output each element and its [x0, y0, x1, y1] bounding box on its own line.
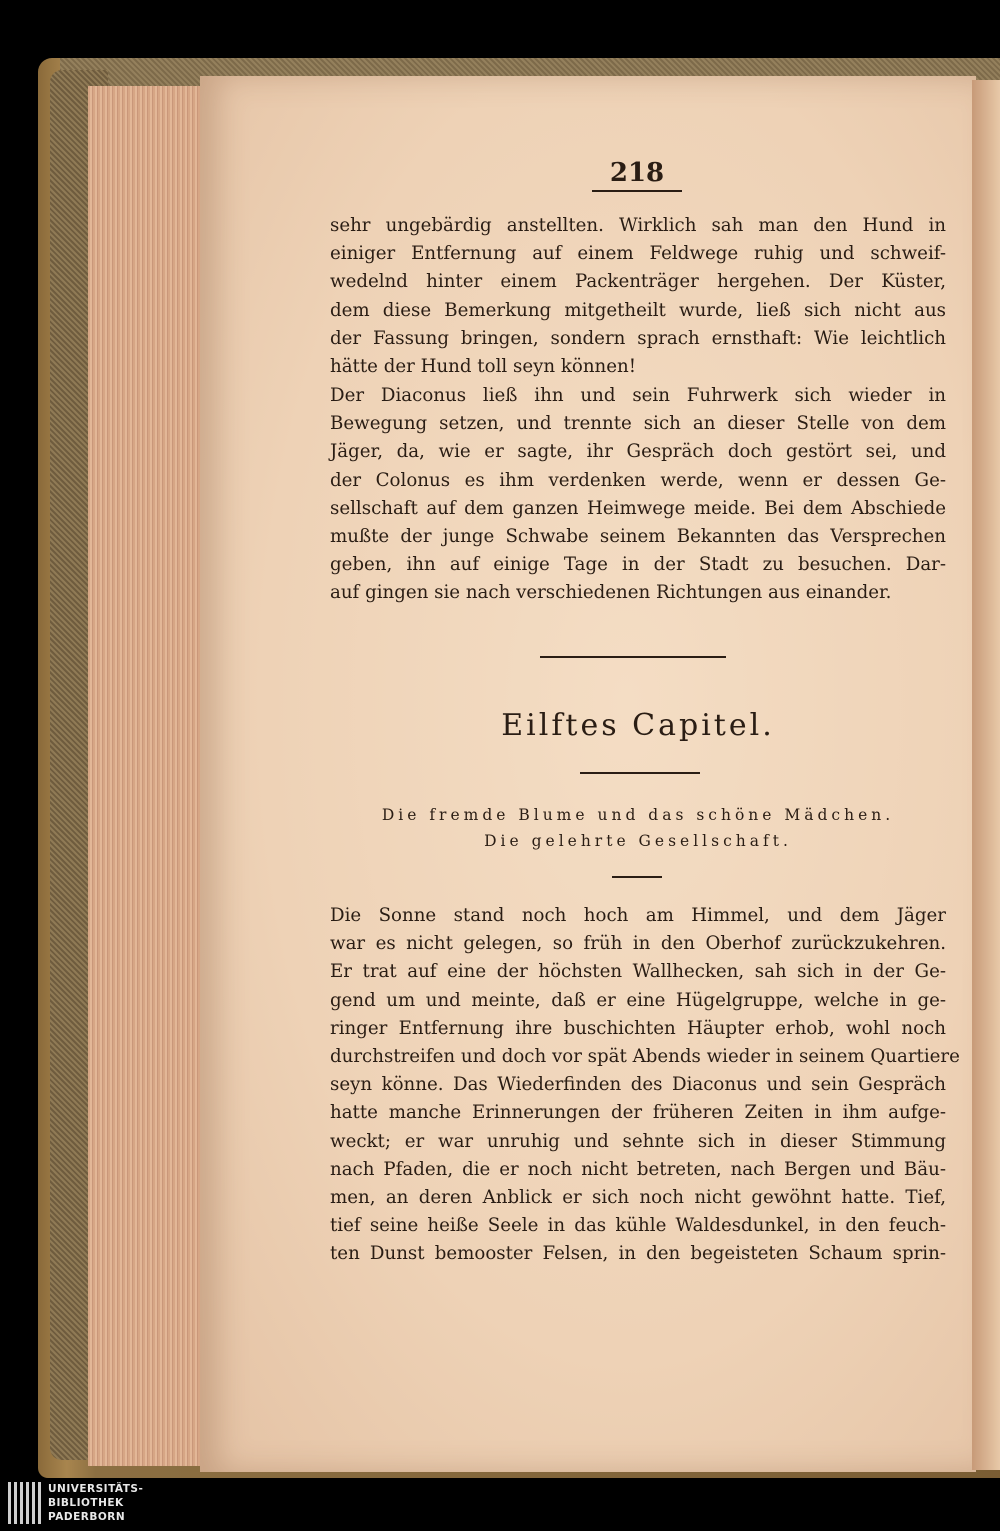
text-line: geben, ihn auf einige Tage in der Stadt zu besuchen. Dar- — [330, 554, 946, 576]
page-number: 218 — [592, 158, 682, 192]
text-line: gend um und meinte, daß er eine Hügelgruppe, welche in ge- — [330, 989, 946, 1011]
text-line: Jäger, da, wie er sagte, ihr Gespräch doch gestört sei, und — [330, 441, 946, 463]
text-line: auf gingen sie nach verschiedenen Richtungen aus einander. — [330, 582, 892, 604]
library-logo — [4, 1478, 154, 1528]
text-line: seyn könne. Das Wiederfinden des Diaconus und sein Gespräch — [330, 1074, 946, 1096]
chapter-title: Eilftes Capitel. — [501, 708, 775, 743]
section-divider-rule — [540, 656, 726, 658]
chapter-title-rule — [580, 772, 700, 774]
text-line: mußte der junge Schwabe seinem Bekannten das Versprechen — [330, 526, 946, 548]
text-line: Der Diaconus ließ ihn und sein Fuhrwerk sich wieder in — [330, 385, 946, 406]
library-logo-line-2: BIBLIOTHEK — [48, 1497, 124, 1509]
text-line: der Colonus es ihm verdenken werde, wenn er dessen Ge- — [330, 469, 946, 491]
text-line: Er trat auf eine der höchsten Wallhecken, sah sich in der Ge- — [330, 961, 946, 983]
text-line: war es nicht gelegen, so früh in den Oberhof zurückzukehren. — [330, 933, 946, 955]
text-line: durchstreifen und doch vor spät Abends wieder in seinem Quartiere — [330, 1046, 960, 1068]
paragraph-3 — [330, 902, 960, 1269]
paragraph-2 — [330, 382, 946, 608]
text-line: weckt; er war unruhig und sehnte sich in dieser Stimmung — [330, 1130, 946, 1152]
text-line: hätte der Hund toll seyn können! — [330, 356, 637, 378]
library-logo-line-3: PADERBORN — [48, 1511, 126, 1523]
text-line: ten Dunst bemooster Felsen, in den begeisteten Schaum sprin- — [330, 1243, 946, 1265]
text-line: Bewegung setzen, und trennte sich an dieser Stelle von dem — [330, 413, 946, 435]
text-line: sellschaft auf dem ganzen Heimwege meide. Bei dem Abschiede — [330, 497, 946, 519]
text-line: men, an deren Anblick er sich noch nicht gewöhnt hatte. Tief, — [330, 1187, 946, 1209]
chapter-subtitle-line-1: Die fremde Blume und das schöne Mädchen. — [381, 806, 895, 824]
text-line: Die Sonne stand noch hoch am Himmel, und dem Jäger — [330, 905, 946, 926]
text-line: dem diese Bemerkung mitgetheilt wurde, ließ sich nicht aus — [330, 299, 946, 321]
page-edges — [88, 86, 206, 1466]
chapter-subtitle-line-2: Die gelehrte Gesellschaft. — [484, 832, 792, 850]
text-line: ringer Entfernung ihre buschichten Häupter erhob, wohl noch — [330, 1017, 946, 1039]
text-line: tief seine heiße Seele in das kühle Waldesdunkel, in den feuch- — [330, 1215, 946, 1237]
text-line: hatte manche Erinnerungen der früheren Zeiten in ihm aufge- — [330, 1102, 946, 1124]
library-logo-bars-icon — [4, 1478, 44, 1528]
text-line: einiger Entfernung auf einem Feldwege ruhig und schweif- — [330, 243, 946, 265]
text-line: nach Pfaden, die er noch nicht betreten, nach Bergen und Bäu- — [330, 1158, 946, 1180]
page-gutter — [972, 80, 1000, 1470]
subtitle-rule — [612, 876, 662, 878]
paragraph-1 — [330, 212, 946, 381]
text-line: wedelnd hinter einem Packenträger hergehen. Der Küster, — [330, 271, 946, 293]
library-logo-line-1: UNIVERSITÄTS- — [48, 1483, 144, 1495]
text-line: sehr ungebärdig anstellten. Wirklich sah man den Hund in — [330, 215, 946, 236]
library-logo-text — [48, 1482, 143, 1524]
text-line: der Fassung bringen, sondern sprach ernsthaft: Wie leichtlich — [330, 327, 946, 349]
